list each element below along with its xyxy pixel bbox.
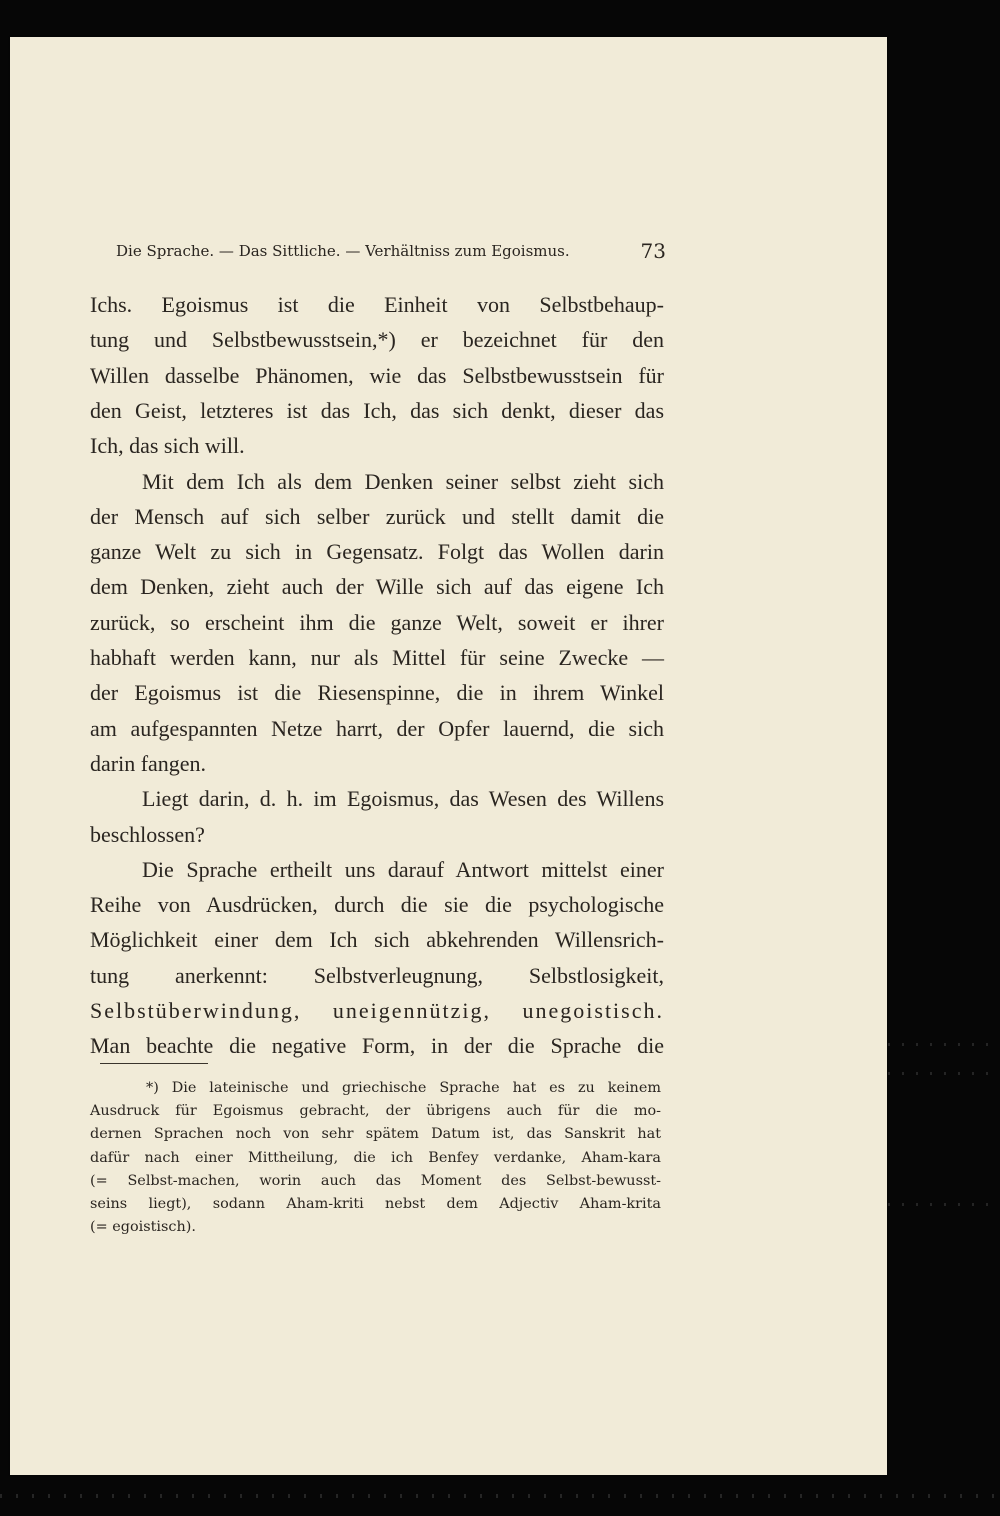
body-line: am aufgespannten Netze harrt, der Opfer lauernd, die sich — [90, 715, 664, 741]
body-line: Man beachte die negative Form, in der die Sprache die — [90, 1033, 664, 1059]
body-line: tung anerkennt: Selbstverleugnung, Selbstlosigkeit, — [90, 962, 664, 988]
body-line: zurück, so erscheint ihm die ganze Welt, soweit er ihrer — [90, 609, 664, 635]
body-line: beschlossen? — [90, 821, 205, 847]
body-line: der Egoismus ist die Riesenspinne, die in ihrem Winkel — [90, 680, 664, 706]
footnote-line: seins liegt), sodann Aham-kriti nebst dem Adjectiv Aham-krita — [90, 1196, 661, 1212]
body-line: Liegt darin, d. h. im Egoismus, das Wesen des Willens — [142, 786, 664, 812]
body-line: dem Denken, zieht auch der Wille sich auf das eigene Ich — [90, 574, 664, 600]
body-line: den Geist, letzteres ist das Ich, das sich denkt, dieser das — [90, 397, 664, 423]
bottom-edge-dots — [0, 1494, 1000, 1498]
footnote-line: *) Die lateinische und griechische Sprache hat es zu keinem — [146, 1080, 661, 1096]
running-title: Die Sprache. — Das Sittliche. — Verhältniss zum Egoismus. — [116, 242, 570, 260]
body-line: Reihe von Ausdrücken, durch die sie die psychologische — [90, 892, 664, 918]
edge-dots-1 — [888, 1043, 1000, 1046]
body-line: Willen dasselbe Phänomen, wie das Selbstbewusstsein für — [90, 362, 664, 388]
body-line: Möglichkeit einer dem Ich sich abkehrenden Willensrich- — [90, 927, 664, 953]
body-line: Ich, das sich will. — [90, 433, 245, 459]
body-line: darin fangen. — [90, 750, 207, 776]
running-head — [116, 240, 666, 264]
body-line: tung und Selbstbewusstsein,*) er bezeichnet für den — [90, 327, 664, 353]
footnote-line: (= egoistisch). — [90, 1219, 196, 1236]
body-line: der Mensch auf sich selber zurück und stellt damit die — [90, 503, 664, 529]
footnote-rule — [100, 1063, 208, 1064]
edge-dots-3 — [888, 1203, 1000, 1206]
body-line: ganze Welt zu sich in Gegensatz. Folgt das Wollen darin — [90, 539, 664, 565]
body-line: habhaft werden kann, nur als Mittel für seine Zwecke — — [90, 645, 664, 670]
edge-dots-2 — [888, 1072, 1000, 1075]
body-line: Mit dem Ich als dem Denken seiner selbst zieht sich — [142, 468, 664, 494]
book-page — [10, 37, 887, 1475]
body-line: Ichs. Egoismus ist die Einheit von Selbstbehaup- — [90, 292, 664, 317]
body-line: Selbstüberwindung, uneigennützig, unegoistisch. — [90, 998, 664, 1023]
body-line: Die Sprache ertheilt uns darauf Antwort mittelst einer — [142, 856, 664, 882]
footnote-line: dafür nach einer Mittheilung, die ich Benfey verdanke, Aham-kara — [90, 1149, 661, 1166]
footnote-line: dernen Sprachen noch von sehr spätem Datum ist, das Sanskrit hat — [90, 1126, 661, 1143]
footnote-line: Ausdruck für Egoismus gebracht, der übrigens auch für die mo- — [90, 1103, 661, 1120]
page-number: 73 — [640, 239, 666, 263]
footnote-line: (= Selbst-machen, worin auch das Moment des Selbst-bewusst- — [90, 1172, 661, 1189]
